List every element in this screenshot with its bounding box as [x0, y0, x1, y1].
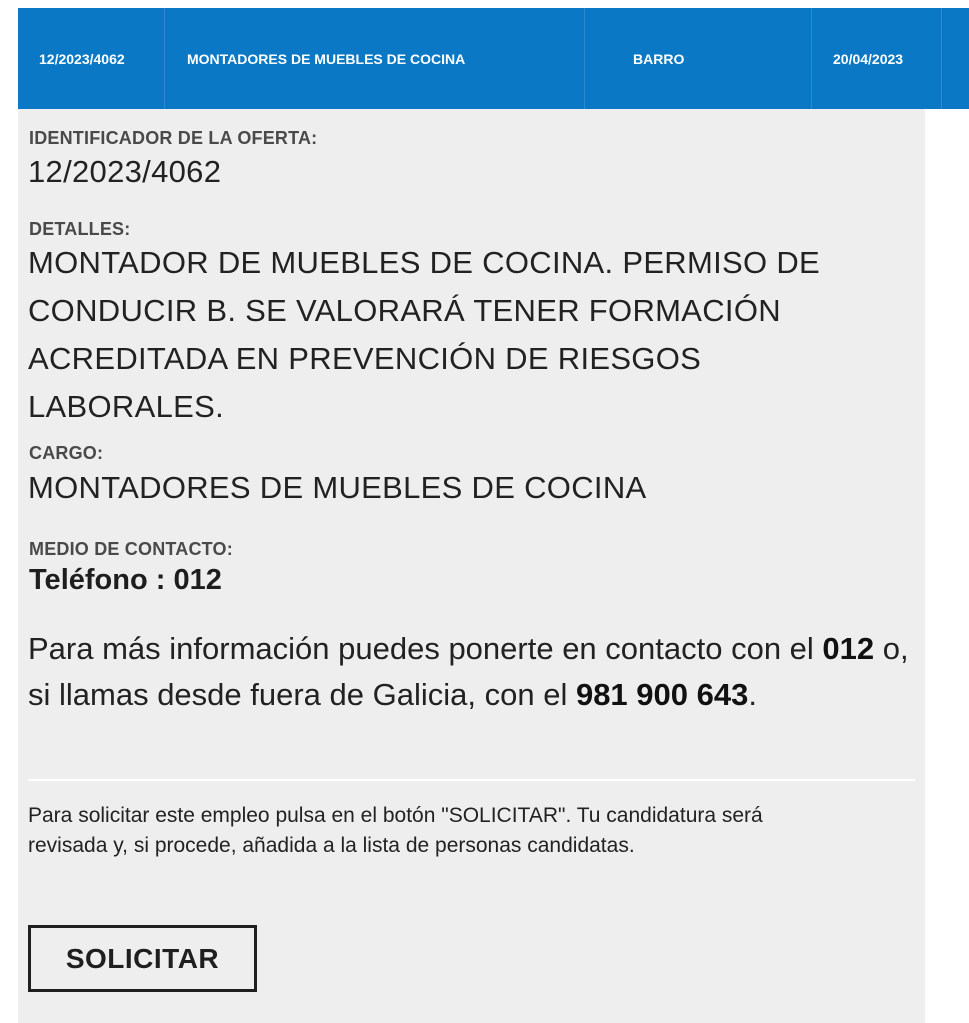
offer-detail-panel — [18, 109, 925, 1023]
header-offer-id: 12/2023/4062 — [18, 8, 165, 109]
info-text-part: o, si llamas desde fuera de Galicia, con el — [28, 631, 909, 712]
details-line: CONDUCIR B. SE VALORARÁ TENER FORMACIÓN — [28, 293, 781, 328]
info-text-part: . — [748, 677, 757, 712]
position-label: CARGO: — [29, 443, 104, 463]
divider — [28, 779, 915, 781]
details-line: MONTADOR DE MUEBLES DE COCINA. PERMISO DE — [28, 245, 820, 280]
contact-phone: Teléfono : 012 — [29, 564, 222, 596]
apply-button[interactable]: SOLICITAR — [28, 925, 257, 992]
header-offer-location: BARRO — [585, 8, 812, 109]
offer-row-header[interactable] — [18, 8, 969, 109]
position-value: MONTADORES DE MUEBLES DE COCINA — [28, 470, 647, 505]
contact-info-text — [28, 626, 928, 718]
details-line: LABORALES. — [28, 389, 224, 424]
details-line: ACREDITADA EN PREVENCIÓN DE RIESGOS — [28, 341, 702, 376]
phone-number-012: 012 — [822, 631, 875, 666]
header-spacer — [942, 8, 969, 109]
header-offer-date: 20/04/2023 — [812, 8, 942, 109]
header-offer-name: MONTADORES DE MUEBLES DE COCINA — [165, 8, 585, 109]
phone-number-external: 981 900 643 — [575, 677, 749, 712]
offer-id-value: 12/2023/4062 — [28, 154, 222, 189]
details-value — [28, 239, 820, 431]
apply-instructions: Para solicitar este empleo pulsa en el botón "SOLICITAR". Tu candidatura será revisada y, si procede, añadida a la lista de personas candidatas. — [28, 804, 763, 857]
contact-label: MEDIO DE CONTACTO: — [29, 539, 233, 559]
offer-id-label: IDENTIFICADOR DE LA OFERTA: — [29, 128, 318, 148]
details-label: DETALLES: — [29, 219, 131, 239]
info-text-part: Para más información puedes ponerte en contacto con el — [28, 631, 823, 666]
